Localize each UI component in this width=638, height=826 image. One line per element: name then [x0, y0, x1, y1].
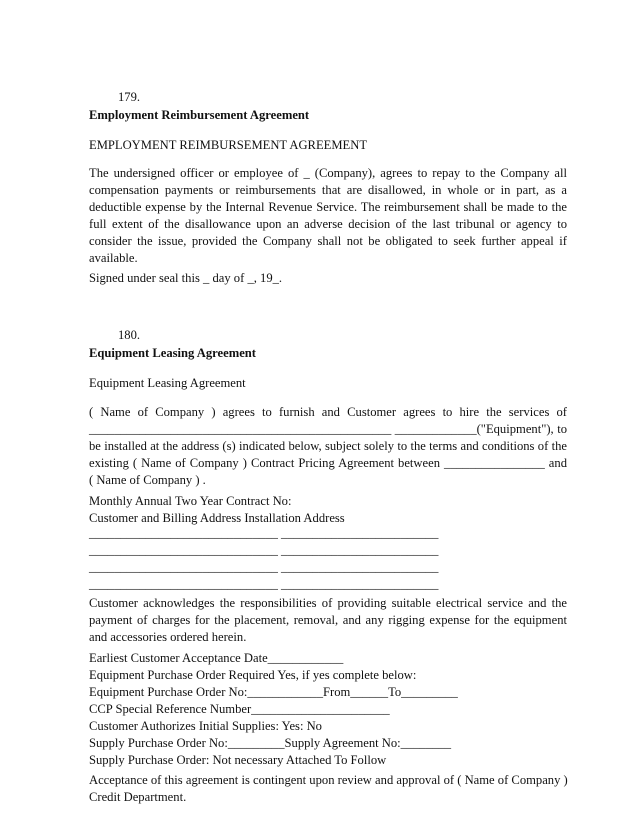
form-field-line: Equipment Purchase Order No:____________From______To_________: [89, 685, 458, 699]
signed-line: Signed under seal this _ day of _, 19_.: [89, 271, 283, 285]
contract-number-line: Monthly Annual Two Year Contract No:: [89, 494, 292, 508]
form-field-line: CCP Special Reference Number______________________: [89, 702, 390, 716]
paragraph-line: and accessories ordered herein.: [89, 630, 247, 644]
paragraph-line: payment of charges for the placement, removal, and any rigging expense for the equipment: [89, 613, 567, 627]
paragraph-line: full extent of the disallowance upon an adverse decision of the last tribunal or agency to: [89, 217, 567, 231]
paragraph-line: ( Name of Company ) .: [89, 473, 206, 487]
paragraph-line: deductible expense by the Internal Revenue Service. The reimbursement shall be made to the: [89, 200, 567, 214]
form-field-line: Earliest Customer Acceptance Date____________: [89, 651, 344, 665]
form-field-line: Customer Authorizes Initial Supplies: Yes: No: [89, 719, 322, 733]
paragraph-line: Customer acknowledges the responsibilities of providing suitable electrical service and the: [89, 596, 567, 610]
paragraph-line: ( Name of Company ) agrees to furnish and Customer agrees to hire the services of: [89, 405, 567, 419]
address-blank-row: ______________________________ _________________________: [89, 577, 439, 591]
section-heading-179: Employment Reimbursement Agreement: [89, 108, 310, 122]
address-blank-row: ______________________________ _________________________: [89, 560, 439, 574]
paragraph-line: Acceptance of this agreement is contingent upon review and approval of ( Name of Company ): [89, 773, 568, 787]
agreement-title-180: Equipment Leasing Agreement: [89, 376, 246, 390]
section-number-180: 180.: [118, 328, 141, 342]
address-header-line: Customer and Billing Address Installation Address: [89, 511, 345, 525]
paragraph-line: Credit Department.: [89, 790, 187, 804]
paragraph-line: ________________________________________________ _____________("Equipment"), to: [89, 422, 567, 436]
section-heading-180: Equipment Leasing Agreement: [89, 346, 256, 360]
address-blank-row: ______________________________ _________________________: [89, 543, 439, 557]
paragraph-line: consider the issue, provided the Company shall not be obligated to seek further appeal if: [89, 234, 567, 248]
paragraph-line: be installed at the address (s) indicated below, subject solely to the terms and conditions of the: [89, 439, 567, 453]
paragraph-line: available.: [89, 251, 138, 265]
paragraph-line: existing ( Name of Company ) Contract Pricing Agreement between ________________ and: [89, 456, 567, 470]
address-blank-row: ______________________________ _________________________: [89, 526, 439, 540]
form-field-line: Equipment Purchase Order Required Yes, if yes complete below:: [89, 668, 417, 682]
paragraph-line: The undersigned officer or employee of _ (Company), agrees to repay to the Company all: [89, 166, 567, 180]
section-number-179: 179.: [118, 90, 141, 104]
agreement-title-179: EMPLOYMENT REIMBURSEMENT AGREEMENT: [89, 138, 368, 152]
form-field-line: Supply Purchase Order No:_________Supply Agreement No:________: [89, 736, 452, 750]
paragraph-line: compensation payments or reimbursements that are disallowed, in whole or in part, as a: [89, 183, 567, 197]
form-field-line: Supply Purchase Order: Not necessary Attached To Follow: [89, 753, 387, 767]
